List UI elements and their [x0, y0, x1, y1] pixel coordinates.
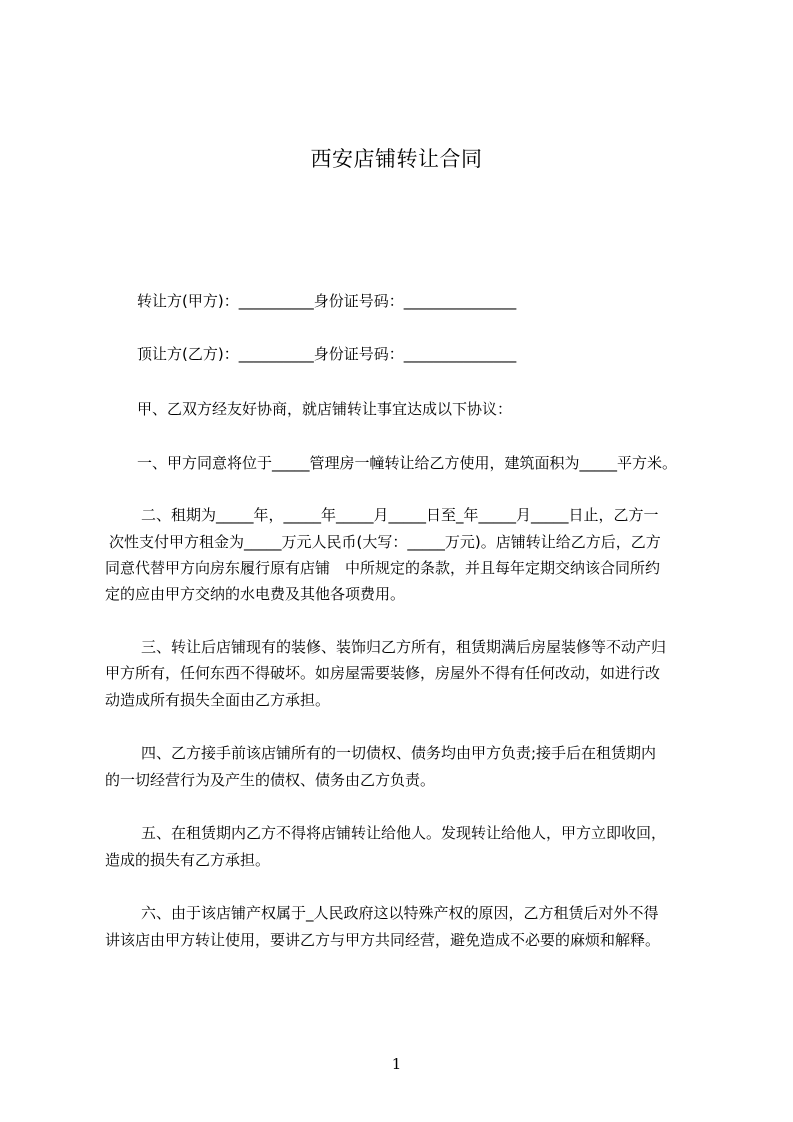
document-title: 西安店铺转让合同 [310, 147, 483, 171]
clause-3-line-3: 动造成所有损失全面由乙方承担。 [105, 691, 331, 709]
clause-2-line-4: 定的应由甲方交纳的水电费及其他各项费用。 [105, 585, 406, 603]
page-number: 1 [391, 1055, 402, 1073]
clause-6-line-2: 讲该店由甲方转让使用，要讲乙方与甲方共同经营，避免造成不必要的麻烦和解释。 [105, 931, 661, 949]
clause-6-line-1: 六、由于该店铺产权属于_人民政府这以特殊产权的原因，乙方租赁后对外不得 [141, 904, 659, 922]
clause-1-line-1: 一、甲方同意将位于_____管理房一幢转让给乙方使用，建筑面积为_____平方米。 [137, 454, 678, 472]
party-a-line: 转让方(甲方)：__________身份证号码：_______________ [137, 292, 517, 310]
agreement-intro: 甲、乙双方经友好协商，就店铺转让事宜达成以下协议： [137, 400, 513, 418]
clause-4-line-2: 的一切经营行为及产生的债权、债务由乙方负责。 [105, 771, 436, 789]
clause-3-line-1: 三、转让后店铺现有的装修、装饰归乙方所有，租赁期满后房屋装修等不动产归 [141, 638, 667, 656]
party-b-line: 顶让方(乙方)：__________身份证号码：_______________ [137, 345, 517, 363]
clause-5-line-2: 造成的损失有乙方承担。 [105, 851, 271, 869]
clause-2-line-2: 次性支付甲方租金为_____万元人民币(大写：_____万元)。店铺转让给乙方后，乙方 [109, 533, 661, 551]
clause-3-line-2: 甲方所有，任何东西不得破坏。如房屋需要装修，房屋外不得有任何改动，如进行改 [105, 664, 661, 682]
clause-2-line-3: 同意代替甲方向房东履行原有店铺 中所规定的条款，并且每年定期交纳该合同所约 [105, 559, 661, 577]
clause-2-line-1: 二、租期为_____年，_____年_____月_____日至_年_____月_____日止，乙方一 [141, 506, 659, 524]
clause-5-line-1: 五、在租赁期内乙方不得将店铺转让给他人。发现转让给他人，甲方立即收回， [141, 824, 667, 842]
clause-4-line-1: 四、乙方接手前该店铺所有的一切债权、债务均由甲方负责;接手后在租赁期内 [141, 744, 657, 762]
